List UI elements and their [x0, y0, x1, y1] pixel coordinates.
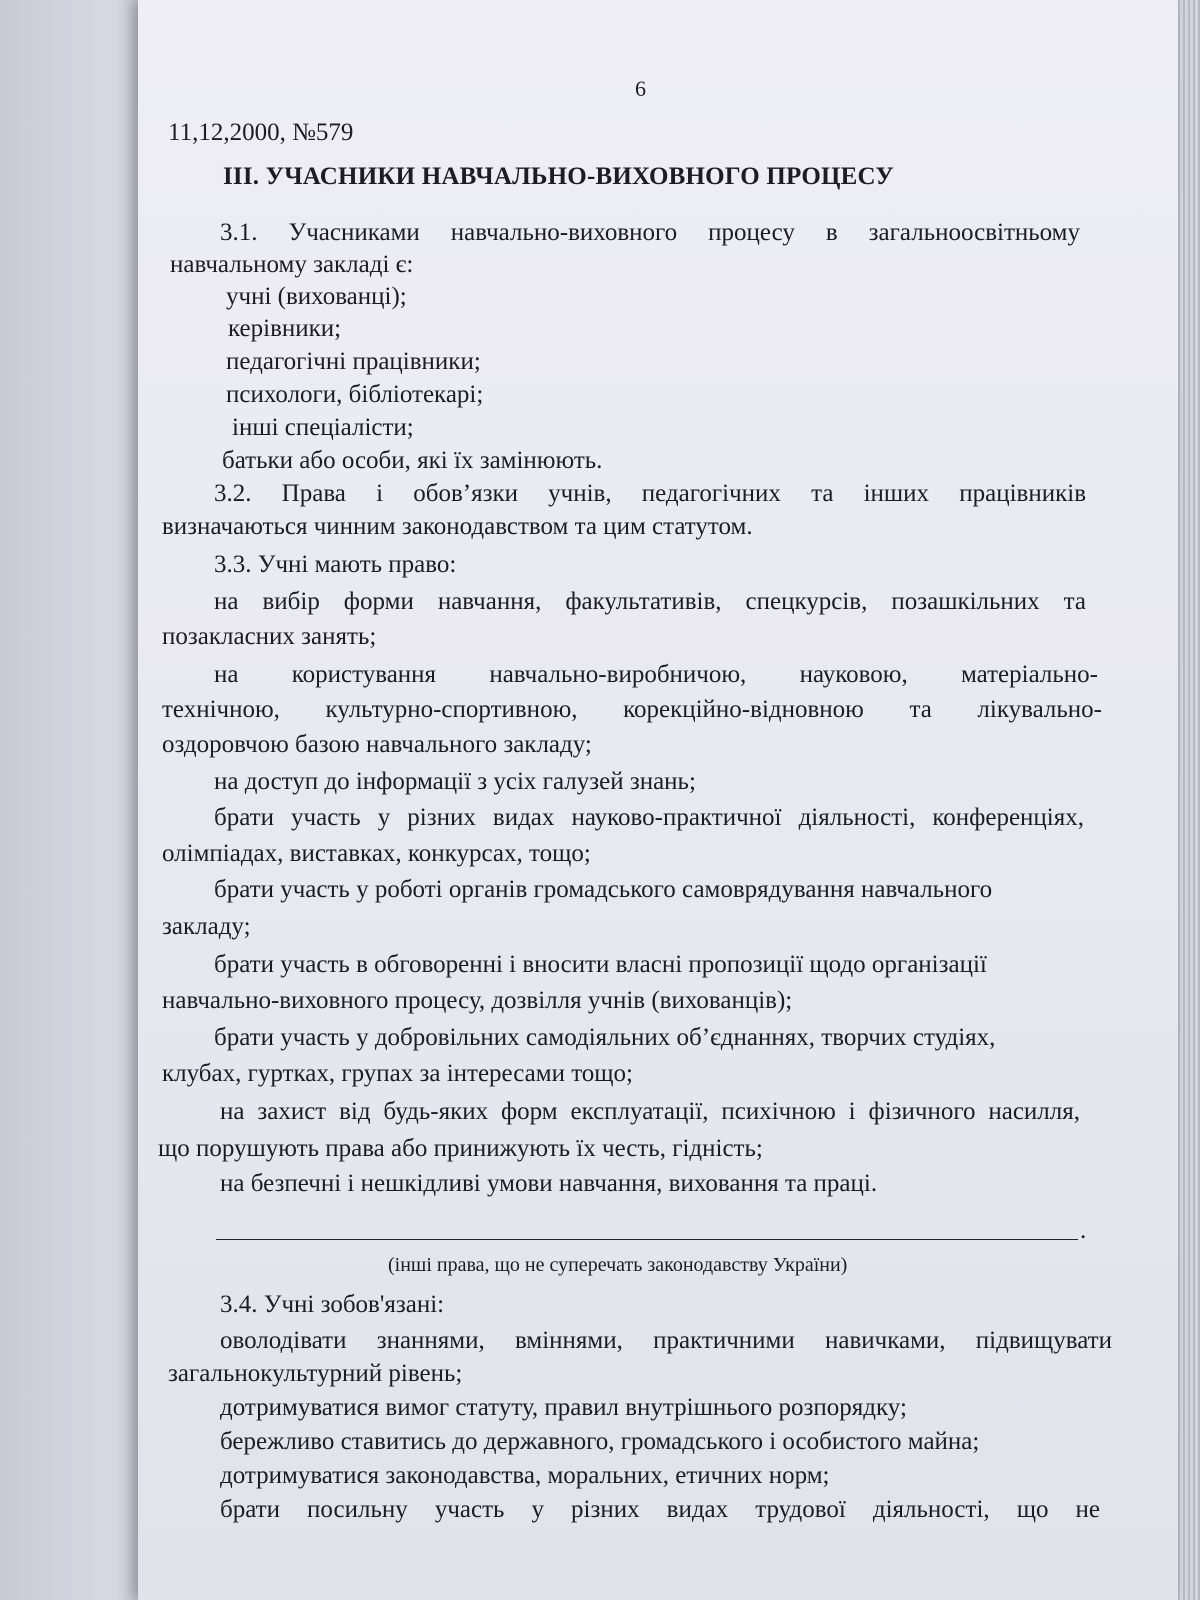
text-line: навчально-виховного процесу, дозвілля учнів (вихованців); — [162, 987, 793, 1014]
text-line: дотримуватися законодавства, моральних, етичних норм; — [220, 1462, 830, 1489]
text-line: на користування навчально-виробничою, науковою, матеріально- — [214, 661, 1098, 688]
text-line: 3.3. Учні мають право: — [214, 551, 457, 578]
text-line: на доступ до інформації з усіх галузей знань; — [214, 768, 696, 795]
order-reference: 11,12,2000, №579 — [168, 119, 354, 146]
text-line: брати участь в обговоренні і вносити власні пропозиції щодо організації — [214, 951, 987, 978]
blank-line-note: (інші права, що не суперечать законодавству України) — [388, 1254, 848, 1276]
list-item: батьки або особи, які їх замінюють. — [222, 447, 603, 474]
text-line: 3.2. Права і обов’язки учнів, педагогічних та інших працівників — [214, 480, 1086, 507]
list-item: керівники; — [228, 315, 342, 342]
text-line: технічною, культурно-спортивною, корекційно-відновною та лікувально- — [162, 696, 1102, 723]
list-item: інші спеціалісти; — [232, 414, 414, 441]
text-line: дотримуватися вимог статуту, правил внутрішнього розпорядку; — [220, 1394, 907, 1421]
text-line: на безпечні і нешкідливі умови навчання, виховання та праці. — [220, 1170, 878, 1197]
list-item: учні (вихованці); — [226, 283, 407, 310]
list-item: педагогічні працівники; — [226, 348, 481, 375]
text-line: брати посильну участь у різних видах трудової діяльності, що не — [220, 1496, 1100, 1523]
text-line: визначаються чинним законодавством та цим статутом. — [162, 513, 753, 540]
text-line: що порушують права або принижують їх честь, гідність; — [158, 1135, 763, 1162]
text-line: клубах, гуртках, групах за інтересами тощо; — [162, 1060, 633, 1087]
text-line: позакласних занять; — [162, 623, 377, 650]
text-line: на захист від будь-яких форм експлуатації, психічною і фізичного насилля, — [220, 1098, 1080, 1125]
text-line: навчальному закладі є: — [170, 251, 414, 278]
text-line: оздоровчою базою навчального закладу; — [162, 731, 592, 758]
text-line: на вибір форми навчання, факультативів, спецкурсів, позашкільних та — [214, 588, 1086, 615]
section-title: III. УЧАСНИКИ НАВЧАЛЬНО-ВИХОВНОГО ПРОЦЕСУ — [223, 163, 894, 190]
text-line: загальнокультурний рівень; — [168, 1360, 463, 1387]
text-line: олімпіадах, виставках, конкурсах, тощо; — [162, 840, 591, 867]
text-line: оволодівати знаннями, вміннями, практичними навичками, підвищувати — [220, 1327, 1112, 1354]
text-line: брати участь у роботі органів громадського самоврядування навчального — [214, 876, 993, 903]
text-line: брати участь у різних видах науково-практичної діяльності, конференціях, — [214, 804, 1084, 831]
text-line: 3.4. Учні зобов'язані: — [220, 1291, 445, 1318]
page-number: 6 — [635, 76, 646, 101]
text-line: брати участь у добровільних самодіяльних об’єднаннях, творчих студіях, — [214, 1024, 996, 1051]
text-line: закладу; — [162, 913, 251, 940]
document-page — [138, 0, 1178, 1600]
text-line: 3.1. Учасниками навчально-виховного процесу в загальноосвітньому — [220, 219, 1080, 246]
underlying-page — [0, 0, 160, 1600]
blank-fill-line — [216, 1239, 1078, 1240]
list-item: психологи, бібліотекарі; — [226, 381, 484, 408]
blank-line-tail: . — [1080, 1217, 1087, 1244]
text-line: бережливо ставитись до державного, громадського і особистого майна; — [220, 1428, 980, 1455]
